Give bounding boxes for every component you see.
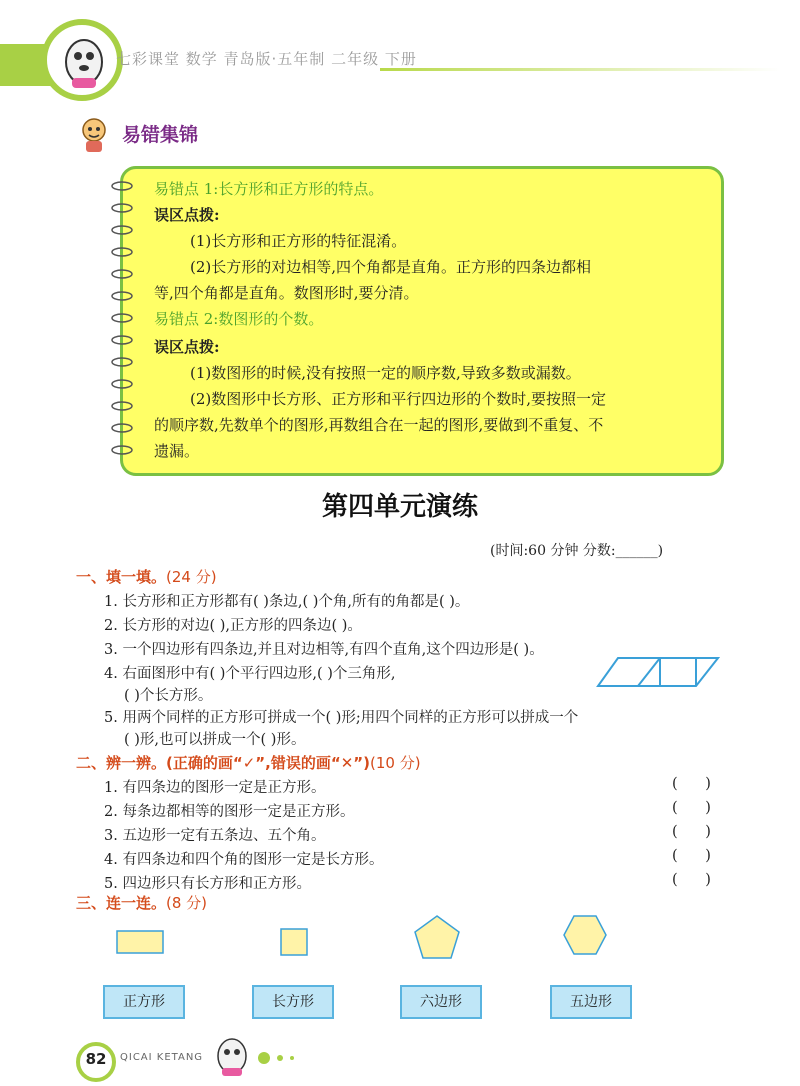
time-score-line: (时间:60 分钟 分数:______) — [490, 543, 664, 559]
fill-question-4b: ( )个长方形。 — [124, 688, 213, 704]
fill-question-5a: 5. 用两个同样的正方形可拼成一个( )形;用四个同样的正方形可以拼成一个 — [104, 710, 579, 726]
answer-paren[interactable]: ( ) — [672, 872, 711, 888]
section-title: 易错集锦 — [122, 124, 199, 146]
tip-2-line-1: (1)数图形的时候,没有按照一定的顺序数,导致多数或漏数。 — [190, 364, 581, 382]
header-line — [380, 68, 780, 71]
mistake-1-label: 易错点 1: — [154, 180, 219, 198]
character-icon — [74, 114, 114, 154]
part3-heading — [76, 892, 207, 913]
answer-paren[interactable]: ( ) — [672, 776, 711, 792]
part3-points: (8 分) — [166, 894, 208, 912]
tip-2-line-3: 的顺序数,先数单个的图形,再数组合在一起的图形,要做到不重复、不 — [154, 416, 604, 434]
tip-2-label: 误区点拨: — [154, 338, 220, 356]
part1-heading — [76, 566, 217, 587]
judge-item: 5. 四边形只有长方形和正方形。 — [104, 876, 311, 892]
fill-question-1: 1. 长方形和正方形都有( )条边,( )个角,所有的角都是( )。 — [104, 594, 470, 610]
mistake-2-heading — [154, 306, 704, 332]
pentagon-shape[interactable] — [413, 914, 461, 960]
unit-title: 第四单元演练 — [321, 492, 478, 522]
footer-mascot-icon — [212, 1034, 302, 1080]
page-number: 82 — [85, 1050, 107, 1068]
part2-title: 二、辨一辨。(正确的画“✓”,错误的画“✕”) — [76, 754, 370, 772]
tip-2-line-2: (2)数图形中长方形、正方形和平行四边形的个数时,要按照一定 — [190, 390, 607, 408]
part1-points: (24 分) — [166, 568, 217, 586]
judge-item: 2. 每条边都相等的图形一定是正方形。 — [104, 804, 355, 820]
fill-question-3: 3. 一个四边形有四条边,并且对边相等,有四个直角,这个四边形是( )。 — [104, 642, 544, 658]
part1-title: 一、填一填。 — [76, 568, 167, 586]
fill-question-2: 2. 长方形的对边( ),正方形的四条边( )。 — [104, 618, 362, 634]
label-square[interactable]: 正方形 — [103, 985, 185, 1019]
answer-paren[interactable]: ( ) — [672, 848, 711, 864]
part2-heading — [76, 752, 421, 773]
tip-1-line-1: (1)长方形和正方形的特征混淆。 — [190, 232, 407, 250]
mascot-logo-icon — [40, 18, 124, 102]
tip-2-line-4: 遗漏。 — [154, 442, 200, 460]
rectangle-shape[interactable] — [116, 930, 164, 954]
parallelogram-figure — [596, 656, 720, 688]
footer-brand: QICAI KETANG — [120, 1052, 204, 1063]
mistake-1-heading — [154, 176, 704, 202]
header-title: 七彩课堂 数学 青岛版·五年制 二年级 下册 — [116, 50, 417, 68]
hexagon-shape[interactable] — [562, 914, 608, 956]
part3-title: 三、连一连。 — [76, 894, 167, 912]
fill-question-5b: ( )形,也可以拼成一个( )形。 — [124, 732, 306, 748]
tip-1-label: 误区点拨: — [154, 206, 220, 224]
mistake-1-topic: 长方形和正方形的特点。 — [218, 180, 384, 198]
judge-item: 3. 五边形一定有五条边、五个角。 — [104, 828, 326, 844]
label-rectangle[interactable]: 长方形 — [252, 985, 334, 1019]
fill-question-4a: 4. 右面图形中有( )个平行四边形,( )个三角形, — [104, 666, 396, 682]
answer-paren[interactable]: ( ) — [672, 800, 711, 816]
part2-points: (10 分) — [369, 754, 421, 772]
judge-item: 1. 有四条边的图形一定是正方形。 — [104, 780, 326, 796]
mistake-2-topic: 数图形的个数。 — [218, 310, 324, 328]
square-shape[interactable] — [280, 928, 308, 956]
tip-1-line-2: (2)长方形的对边相等,四个角都是直角。正方形的四条边都相 — [190, 258, 592, 276]
label-hexagon[interactable]: 六边形 — [400, 985, 482, 1019]
tip-1-line-3: 等,四个角都是直角。数图形时,要分清。 — [154, 284, 419, 302]
judge-item: 4. 有四条边和四个角的图形一定是长方形。 — [104, 852, 384, 868]
answer-paren[interactable]: ( ) — [672, 824, 711, 840]
spiral-binding — [108, 176, 138, 476]
mistake-2-label: 易错点 2: — [154, 310, 219, 328]
label-pentagon[interactable]: 五边形 — [550, 985, 632, 1019]
